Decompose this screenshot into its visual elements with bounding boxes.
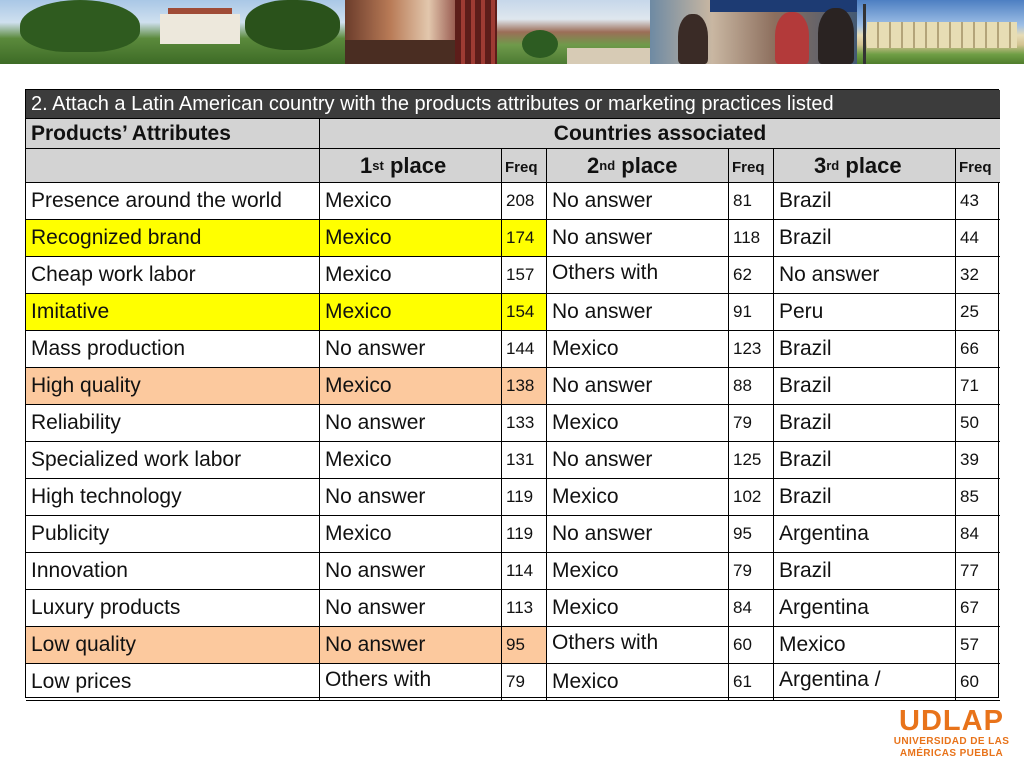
cell-freq-2: 88 bbox=[729, 368, 774, 405]
header-attributes: Products’ Attributes bbox=[26, 119, 320, 149]
cell-freq-3: 44 bbox=[956, 220, 1000, 257]
cell-freq-3: 50 bbox=[956, 405, 1000, 442]
cell-country-1: Mexico bbox=[320, 442, 502, 479]
header-freq-2: Freq bbox=[729, 149, 774, 183]
header-place-2: 2 nd place bbox=[547, 149, 729, 183]
table-title: 2. Attach a Latin American country with the products attributes or marketing practices listed bbox=[26, 90, 1000, 119]
cell-freq-3: 85 bbox=[956, 479, 1000, 516]
cell-country-3: No answer bbox=[774, 257, 956, 294]
cell-freq-1: 157 bbox=[502, 257, 547, 294]
cell-attribute: Imitative bbox=[26, 294, 320, 331]
cell-freq-1: 133 bbox=[502, 405, 547, 442]
cell-freq-3: 25 bbox=[956, 294, 1000, 331]
cell-attribute: Specialized work labor bbox=[26, 442, 320, 479]
cell-country-3: Brazil bbox=[774, 368, 956, 405]
cell-attribute: Cheap work labor bbox=[26, 257, 320, 294]
cell-country-3: Mexico bbox=[774, 627, 956, 664]
cell-freq-2: 95 bbox=[729, 516, 774, 553]
cell-freq-1: 144 bbox=[502, 331, 547, 368]
cell-freq-2: 118 bbox=[729, 220, 774, 257]
cell-country-1: Others with bbox=[320, 664, 502, 701]
cell-freq-3: 84 bbox=[956, 516, 1000, 553]
cell-attribute: Presence around the world bbox=[26, 183, 320, 220]
cell-country-3: Brazil bbox=[774, 220, 956, 257]
cell-country-3: Argentina bbox=[774, 516, 956, 553]
cell-country-3: Brazil bbox=[774, 479, 956, 516]
cell-country-1: No answer bbox=[320, 331, 502, 368]
cell-country-1: No answer bbox=[320, 405, 502, 442]
cell-country-2: No answer bbox=[547, 294, 729, 331]
cell-attribute: Luxury products bbox=[26, 590, 320, 627]
cell-freq-3: 32 bbox=[956, 257, 1000, 294]
photo-banner bbox=[0, 0, 1024, 64]
cell-freq-3: 60 bbox=[956, 664, 1000, 701]
cell-country-3: Brazil bbox=[774, 331, 956, 368]
cell-country-3: Argentina / bbox=[774, 664, 956, 701]
cell-country-3: Brazil bbox=[774, 405, 956, 442]
cell-freq-2: 62 bbox=[729, 257, 774, 294]
cell-freq-2: 81 bbox=[729, 183, 774, 220]
cell-attribute: Publicity bbox=[26, 516, 320, 553]
logo-wordmark: UDLAP bbox=[899, 705, 1004, 737]
header-countries: Countries associated bbox=[320, 119, 1000, 149]
cell-country-2: Mexico bbox=[547, 479, 729, 516]
cell-attribute: Innovation bbox=[26, 553, 320, 590]
cell-country-1: No answer bbox=[320, 590, 502, 627]
cell-country-3: Brazil bbox=[774, 442, 956, 479]
cell-country-3: Brazil bbox=[774, 553, 956, 590]
cell-freq-3: 71 bbox=[956, 368, 1000, 405]
cell-freq-3: 57 bbox=[956, 627, 1000, 664]
cell-country-2: Others with bbox=[547, 257, 729, 294]
cell-attribute: Low quality bbox=[26, 627, 320, 664]
header-place-1: 1 st place bbox=[320, 149, 502, 183]
cell-country-2: No answer bbox=[547, 442, 729, 479]
cell-attribute: Mass production bbox=[26, 331, 320, 368]
library-photo bbox=[345, 0, 497, 64]
building-photo bbox=[857, 0, 1024, 64]
cell-freq-1: 114 bbox=[502, 553, 547, 590]
cell-freq-1: 208 bbox=[502, 183, 547, 220]
cell-freq-1: 95 bbox=[502, 627, 547, 664]
cell-freq-2: 79 bbox=[729, 405, 774, 442]
cell-country-1: No answer bbox=[320, 627, 502, 664]
cell-freq-3: 43 bbox=[956, 183, 1000, 220]
cell-country-1: No answer bbox=[320, 479, 502, 516]
cell-freq-1: 154 bbox=[502, 294, 547, 331]
cell-country-2: Mexico bbox=[547, 553, 729, 590]
cell-country-1: Mexico bbox=[320, 220, 502, 257]
cell-country-2: No answer bbox=[547, 220, 729, 257]
cell-country-1: Mexico bbox=[320, 368, 502, 405]
cell-country-2: Mexico bbox=[547, 331, 729, 368]
cell-freq-1: 79 bbox=[502, 664, 547, 701]
cell-country-2: No answer bbox=[547, 516, 729, 553]
cell-country-3: Peru bbox=[774, 294, 956, 331]
table-grid bbox=[26, 90, 1000, 701]
header-freq-1: Freq bbox=[502, 149, 547, 183]
header-place-3: 3 rd place bbox=[774, 149, 956, 183]
logo-line-1: UNIVERSIDAD DE LAS bbox=[893, 736, 1010, 747]
cell-country-3: Argentina bbox=[774, 590, 956, 627]
udlap-logo bbox=[884, 706, 1019, 760]
cell-freq-2: 79 bbox=[729, 553, 774, 590]
cell-attribute: Reliability bbox=[26, 405, 320, 442]
logo-line-2: AMÉRICAS PUEBLA bbox=[899, 748, 1004, 759]
cell-freq-1: 119 bbox=[502, 516, 547, 553]
cell-freq-3: 77 bbox=[956, 553, 1000, 590]
cell-country-1: Mexico bbox=[320, 516, 502, 553]
cell-freq-2: 123 bbox=[729, 331, 774, 368]
cell-freq-1: 119 bbox=[502, 479, 547, 516]
garden-photo bbox=[497, 0, 650, 64]
cell-country-2: Mexico bbox=[547, 664, 729, 701]
cell-country-2: Mexico bbox=[547, 405, 729, 442]
cell-attribute: High quality bbox=[26, 368, 320, 405]
cell-country-1: Mexico bbox=[320, 183, 502, 220]
cell-country-2: No answer bbox=[547, 183, 729, 220]
cell-freq-2: 125 bbox=[729, 442, 774, 479]
cell-freq-3: 39 bbox=[956, 442, 1000, 479]
cell-attribute: Recognized brand bbox=[26, 220, 320, 257]
campus-photo bbox=[0, 0, 345, 64]
cell-attribute: High technology bbox=[26, 479, 320, 516]
cell-freq-1: 138 bbox=[502, 368, 547, 405]
cell-freq-1: 174 bbox=[502, 220, 547, 257]
cell-freq-2: 60 bbox=[729, 627, 774, 664]
cell-country-1: Mexico bbox=[320, 257, 502, 294]
cell-freq-2: 91 bbox=[729, 294, 774, 331]
cell-country-3: Brazil bbox=[774, 183, 956, 220]
cell-country-2: Mexico bbox=[547, 590, 729, 627]
cell-freq-2: 84 bbox=[729, 590, 774, 627]
data-table bbox=[25, 89, 999, 698]
cell-freq-3: 67 bbox=[956, 590, 1000, 627]
cell-country-2: Others with bbox=[547, 627, 729, 664]
header-blank bbox=[26, 149, 320, 183]
cell-country-1: No answer bbox=[320, 553, 502, 590]
cell-country-1: Mexico bbox=[320, 294, 502, 331]
cell-freq-2: 61 bbox=[729, 664, 774, 701]
cell-freq-3: 66 bbox=[956, 331, 1000, 368]
cell-attribute: Low prices bbox=[26, 664, 320, 701]
students-photo bbox=[650, 0, 857, 64]
cell-freq-1: 131 bbox=[502, 442, 547, 479]
cell-country-2: No answer bbox=[547, 368, 729, 405]
cell-freq-1: 113 bbox=[502, 590, 547, 627]
header-freq-3: Freq bbox=[956, 149, 1000, 183]
cell-freq-2: 102 bbox=[729, 479, 774, 516]
